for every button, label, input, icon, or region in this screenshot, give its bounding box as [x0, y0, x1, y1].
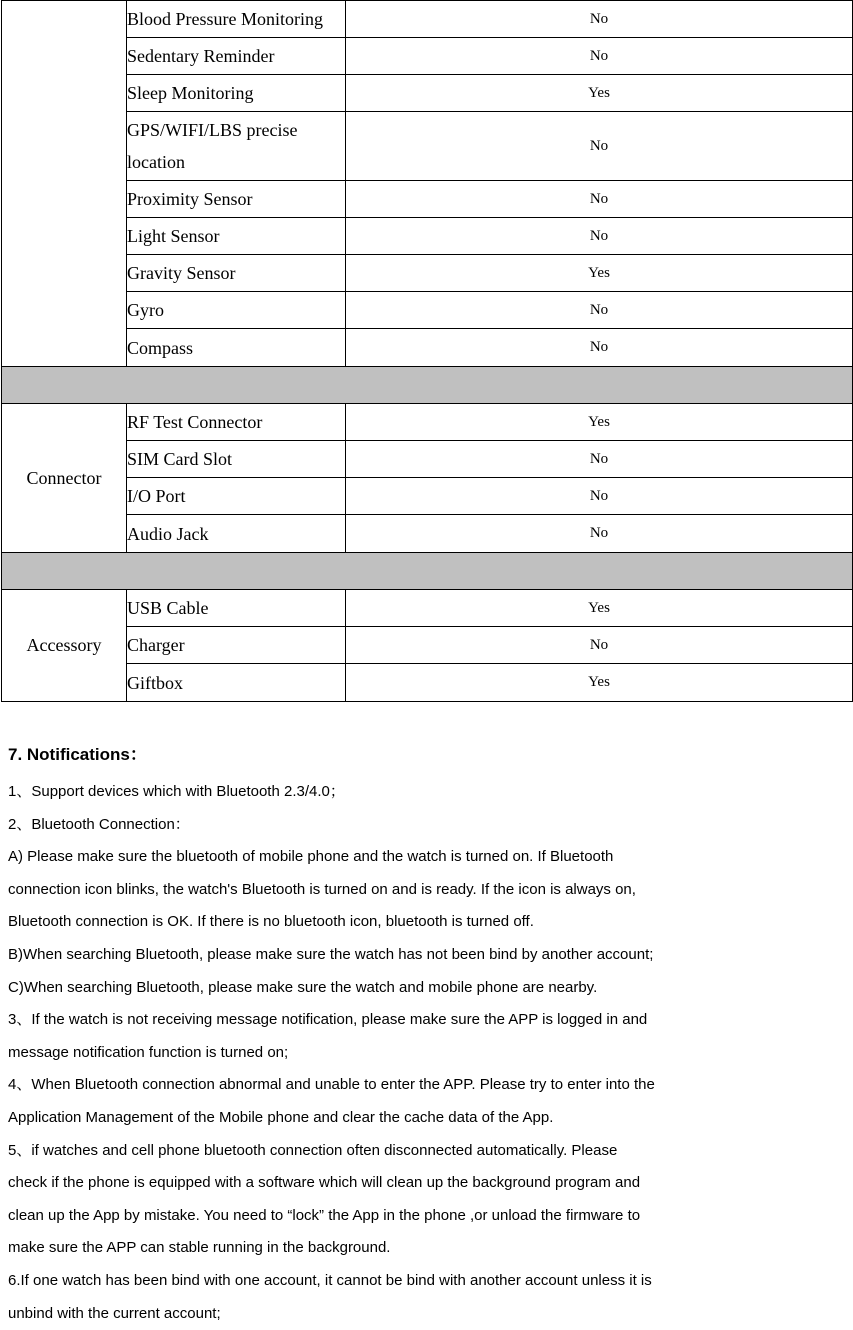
- body-line: 5、if watches and cell phone bluetooth connection often disconnected automatically. Please: [8, 1135, 848, 1168]
- table-row: [2, 664, 853, 702]
- feature-value: No: [346, 515, 853, 553]
- table-row: [2, 112, 853, 181]
- body-line: Bluetooth connection is OK. If there is no bluetooth icon, bluetooth is turned off.: [8, 906, 848, 939]
- table-row: [2, 627, 853, 664]
- feature-name: Blood Pressure Monitoring: [127, 1, 346, 38]
- feature-value: No: [346, 441, 853, 478]
- feature-name: Gravity Sensor: [127, 255, 346, 292]
- feature-value: No: [346, 478, 853, 515]
- body-line: connection icon blinks, the watch's Bluetooth is turned on and is ready. If the icon is always on,: [8, 874, 848, 907]
- feature-name: USB Cable: [127, 590, 346, 627]
- body-line: make sure the APP can stable running in the background.: [8, 1232, 848, 1265]
- feature-name: Giftbox: [127, 664, 346, 702]
- feature-name: Sedentary Reminder: [127, 38, 346, 75]
- spec-table: [1, 0, 853, 702]
- table-row: [2, 590, 853, 627]
- body-line: 2、Bluetooth Connection：: [8, 809, 848, 842]
- table-row: [2, 75, 853, 112]
- feature-value: Yes: [346, 75, 853, 112]
- feature-value: No: [346, 1, 853, 38]
- feature-name: SIM Card Slot: [127, 441, 346, 478]
- section-divider: [2, 553, 853, 590]
- body-line: clean up the App by mistake. You need to “lock” the App in the phone ,or unload the firmware to: [8, 1200, 848, 1233]
- feature-name: Proximity Sensor: [127, 181, 346, 218]
- feature-name: RF Test Connector: [127, 404, 346, 441]
- body-line: 3、If the watch is not receiving message notification, please make sure the APP is logged in and: [8, 1004, 848, 1037]
- section-divider-row: [2, 367, 853, 404]
- table-row: [2, 255, 853, 292]
- feature-value: No: [346, 627, 853, 664]
- table-row: [2, 515, 853, 553]
- feature-name: I/O Port: [127, 478, 346, 515]
- feature-value: No: [346, 181, 853, 218]
- feature-value: No: [346, 218, 853, 255]
- feature-value: No: [346, 38, 853, 75]
- body-line: B)When searching Bluetooth, please make sure the watch has not been bind by another account;: [8, 939, 848, 972]
- feature-name: GPS/WIFI/LBS precise location: [127, 112, 346, 181]
- notifications-section: [8, 742, 848, 1330]
- body-line: unbind with the current account;: [8, 1298, 848, 1330]
- feature-value: Yes: [346, 255, 853, 292]
- feature-value: Yes: [346, 404, 853, 441]
- feature-value: No: [346, 329, 853, 367]
- feature-name: Sleep Monitoring: [127, 75, 346, 112]
- accessory-group-label: Accessory: [2, 590, 127, 702]
- feature-value: Yes: [346, 590, 853, 627]
- body-line: message notification function is turned on;: [8, 1037, 848, 1070]
- body-line: 1、Support devices which with Bluetooth 2.3/4.0；: [8, 776, 848, 809]
- feature-name: Compass: [127, 329, 346, 367]
- table-row: [2, 1, 853, 38]
- body-line: 6.If one watch has been bind with one account, it cannot be bind with another account unless it is: [8, 1265, 848, 1298]
- body-line: A) Please make sure the bluetooth of mobile phone and the watch is turned on. If Bluetooth: [8, 841, 848, 874]
- feature-name: Gyro: [127, 292, 346, 329]
- table-row: [2, 441, 853, 478]
- table-row: [2, 329, 853, 367]
- sensor-group-cell: [2, 1, 127, 367]
- body-line: check if the phone is equipped with a software which will clean up the background program and: [8, 1167, 848, 1200]
- section-heading: 7. Notifications：: [8, 742, 848, 768]
- feature-value: No: [346, 292, 853, 329]
- body-line: Application Management of the Mobile phone and clear the cache data of the App.: [8, 1102, 848, 1135]
- table-row: [2, 181, 853, 218]
- table-row: [2, 38, 853, 75]
- feature-name: Charger: [127, 627, 346, 664]
- body-line: C)When searching Bluetooth, please make sure the watch and mobile phone are nearby.: [8, 972, 848, 1005]
- feature-name: Light Sensor: [127, 218, 346, 255]
- table-row: [2, 478, 853, 515]
- body-line: 4、When Bluetooth connection abnormal and unable to enter the APP. Please try to enter into the: [8, 1069, 848, 1102]
- table-row: [2, 292, 853, 329]
- feature-value: Yes: [346, 664, 853, 702]
- section-divider: [2, 367, 853, 404]
- feature-name: Audio Jack: [127, 515, 346, 553]
- feature-value: No: [346, 112, 853, 181]
- table-row: [2, 218, 853, 255]
- connector-group-label: Connector: [2, 404, 127, 553]
- section-divider-row: [2, 553, 853, 590]
- table-row: [2, 404, 853, 441]
